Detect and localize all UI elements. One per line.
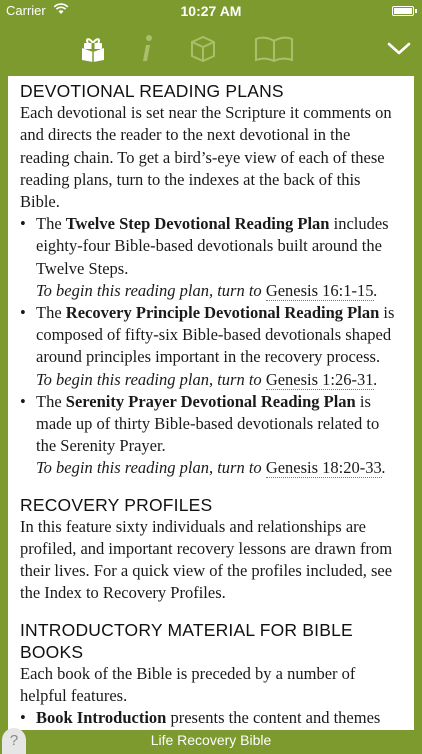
- profiles-text: In this feature sixty individuals and relationships are profiled, and important recovery lessons are drawn from their lives. For a quick view of the profiles included, see the Index to Recovery Profiles.: [20, 516, 393, 603]
- plan-item: • The Twelve Step Devotional Reading Plan includes eighty-four Bible-based devotionals built around the Twelve Steps. To begin this reading plan, turn to Genesis 16:1-15.: [20, 213, 402, 302]
- feature-list: [20, 707, 402, 730]
- section-heading-profiles: RECOVERY PROFILES: [20, 494, 213, 515]
- turn-instruction: To begin this reading plan, turn to Genesis 1:26-31.: [36, 369, 378, 389]
- status-bar: [0, 0, 422, 22]
- bullet: •: [20, 303, 26, 323]
- feature-item: • Book Introduction presents the content and themes: [20, 707, 402, 730]
- scripture-link[interactable]: Genesis 18:20-33: [265, 458, 382, 478]
- section-heading-devotional: DEVOTIONAL READING PLANS: [20, 81, 284, 101]
- plan-name: Serenity Prayer Devotional Reading Plan: [65, 391, 356, 411]
- plan-name: Twelve Step Devotional Reading Plan: [65, 214, 330, 234]
- plan-name: Recovery Principle Devotional Reading Plan: [65, 303, 380, 323]
- feature-name: Book Introduction: [36, 708, 167, 728]
- devotional-intro: Each devotional is set near the Scripture it comments on and directs the reader to the next devotional in the reading chain. To get a bird’s-eye view of each of these reading plans, turn to the indexes at the back of this Bible.: [20, 103, 392, 212]
- bullet: •: [20, 214, 26, 234]
- bullet: •: [20, 708, 26, 728]
- plan-item: • The Serenity Prayer Devotional Reading Plan is made up of thirty Bible-based devotionals related to the Serenity Prayer. To begin this reading plan, turn to Genesis 18:20-33.: [20, 391, 402, 480]
- toolbar: [0, 22, 422, 76]
- battery-icon: [392, 6, 414, 16]
- clock: 10:27 AM: [180, 3, 242, 19]
- section-heading-intro-material: INTRODUCTORY MATERIAL FOR BIBLE BOOKS: [20, 619, 353, 662]
- open-book-icon[interactable]: [252, 32, 296, 66]
- turn-instruction: To begin this reading plan, turn to Genesis 16:1-15.: [36, 280, 378, 300]
- info-icon[interactable]: [125, 32, 169, 66]
- bullet: •: [20, 391, 26, 411]
- scripture-link[interactable]: Genesis 16:1-15: [265, 280, 374, 300]
- chevron-down-icon[interactable]: [377, 32, 421, 66]
- plan-list: [20, 213, 402, 479]
- plan-item: • The Recovery Principle Devotional Reading Plan is composed of fifty-six Bible-based devotionals shaped around principles important in the recovery process. To begin this reading plan, turn to Genesis 1:26-31.: [20, 302, 402, 391]
- gift-book-icon[interactable]: [71, 32, 115, 66]
- cube-icon[interactable]: [181, 32, 225, 66]
- reading-pane[interactable]: [8, 76, 414, 730]
- footer-title: Life Recovery Bible: [0, 730, 422, 750]
- carrier-label: Carrier: [6, 3, 46, 18]
- intro-material-text: Each book of the Bible is preceded by a number of helpful features.: [20, 664, 356, 706]
- scripture-link[interactable]: Genesis 1:26-31: [265, 369, 374, 389]
- help-button[interactable]: ?: [2, 728, 26, 754]
- turn-instruction: To begin this reading plan, turn to Genesis 18:20-33.: [36, 458, 386, 478]
